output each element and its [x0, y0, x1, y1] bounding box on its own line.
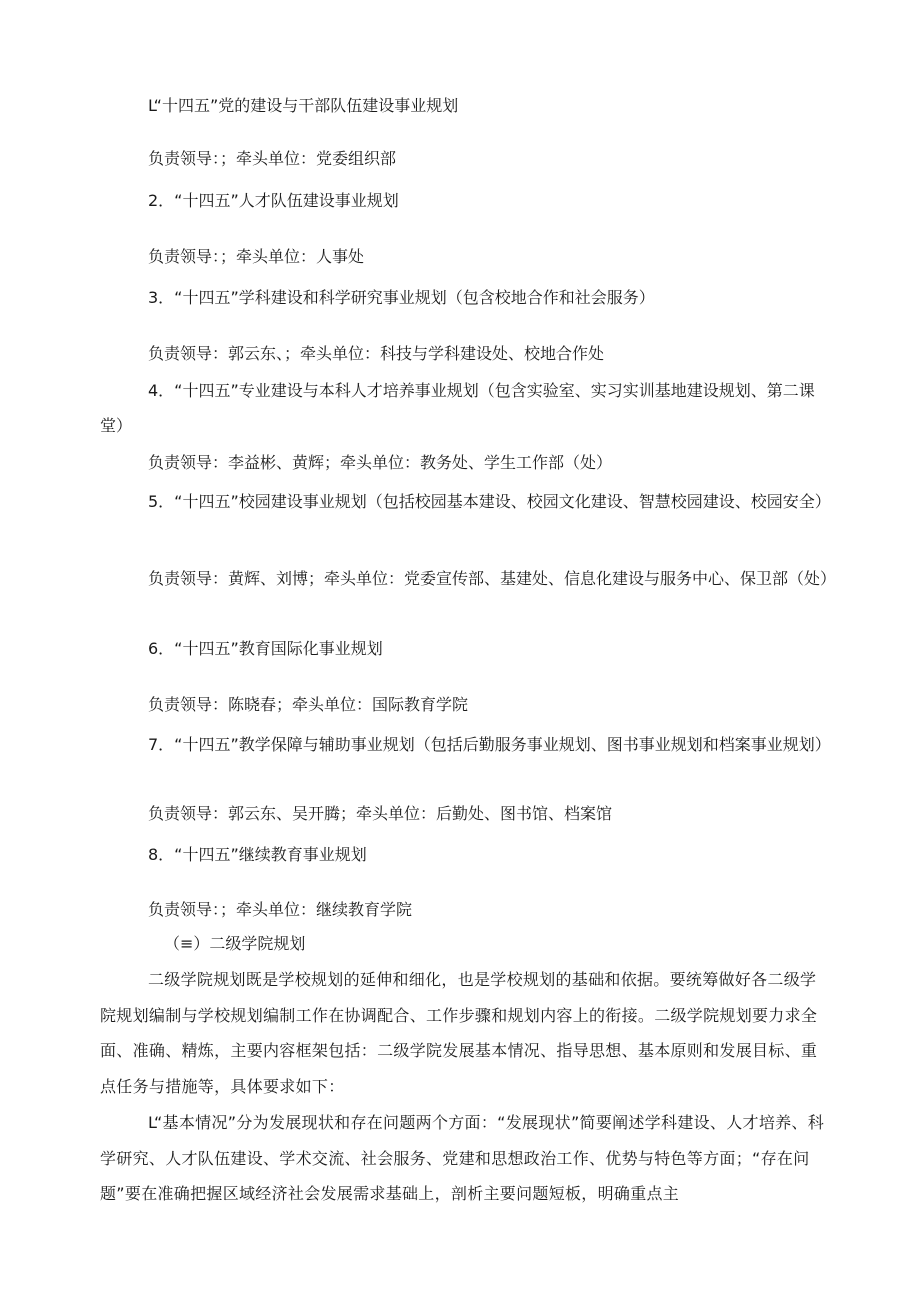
item-3-title: 3．“十四五”学科建设和科学研究事业规划（包含校地合作和社会服务） [148, 288, 655, 307]
section-3-paragraph-2: L“基本情况”分为发展现状和存在问题两个方面：“发展现状”简要阐述学科建设、人才培养、科学研究、人才队伍建设、学术交流、社会服务、党建和思想政治工作、优势与特色等方面；“存在问题”要在准确把握区域经济社会发展需求基础上，剖析主要问题短板，明确重点主 [100, 1113, 825, 1203]
item-5-lead: 负责领导：黄辉、刘博；牵头单位：党委宣传部、基建处、信息化建设与服务中心、保卫部（处） [148, 569, 837, 588]
item-5-title: 5．“十四五”校园建设事业规划（包括校园基本建设、校园文化建设、智慧校园建设、校园安全） [148, 492, 831, 511]
item-2-lead: 负责领导：；牵头单位：人事处 [148, 247, 365, 266]
item-2-title: 2．“十四五”人才队伍建设事业规划 [148, 191, 399, 210]
item-6-lead: 负责领导：陈晓春；牵头单位：国际教育学院 [148, 695, 469, 714]
item-7-lead: 负责领导：郭云东、吴开腾；牵头单位：后勤处、图书馆、档案馆 [148, 804, 613, 823]
item-8-title: 8．“十四五”继续教育事业规划 [148, 845, 367, 864]
item-3-lead: 负责领导：郭云东、；牵头单位：科技与学科建设处、校地合作处 [148, 344, 605, 363]
item-1-title: L“十四五”党的建设与干部队伍建设事业规划 [148, 96, 459, 115]
item-1-lead: 负责领导：；牵头单位：党委组织部 [148, 149, 397, 168]
item-8-lead: 负责领导：；牵头单位：继续教育学院 [148, 900, 413, 919]
item-4-title: 4．“十四五”专业建设与本科人才培养事业规划（包含实验室、实习实训基地建设规划、第二课堂） [100, 381, 815, 435]
item-4-lead: 负责领导：李益彬、黄辉；牵头单位：教务处、学生工作部（处） [148, 453, 613, 472]
item-6-title: 6．“十四五”教育国际化事业规划 [148, 639, 383, 658]
section-3-paragraph-1: 二级学院规划既是学校规划的延伸和细化，也是学校规划的基础和依据。要统筹做好各二级学院规划编制与学校规划编制工作在协调配合、工作步骤和规划内容上的衔接。二级学院规划要力求全面、准确、精炼，主要内容框架包括：二级学院发展基本情况、指导思想、基本原则和发展目标、重点任务与措施等，具体要求如下： [100, 970, 818, 1096]
section-3-heading: （≡）二级学院规划 [164, 934, 306, 953]
item-7-title: 7．“十四五”教学保障与辅助事业规划（包括后勤服务事业规划、图书事业规划和档案事业规划） [148, 735, 831, 754]
